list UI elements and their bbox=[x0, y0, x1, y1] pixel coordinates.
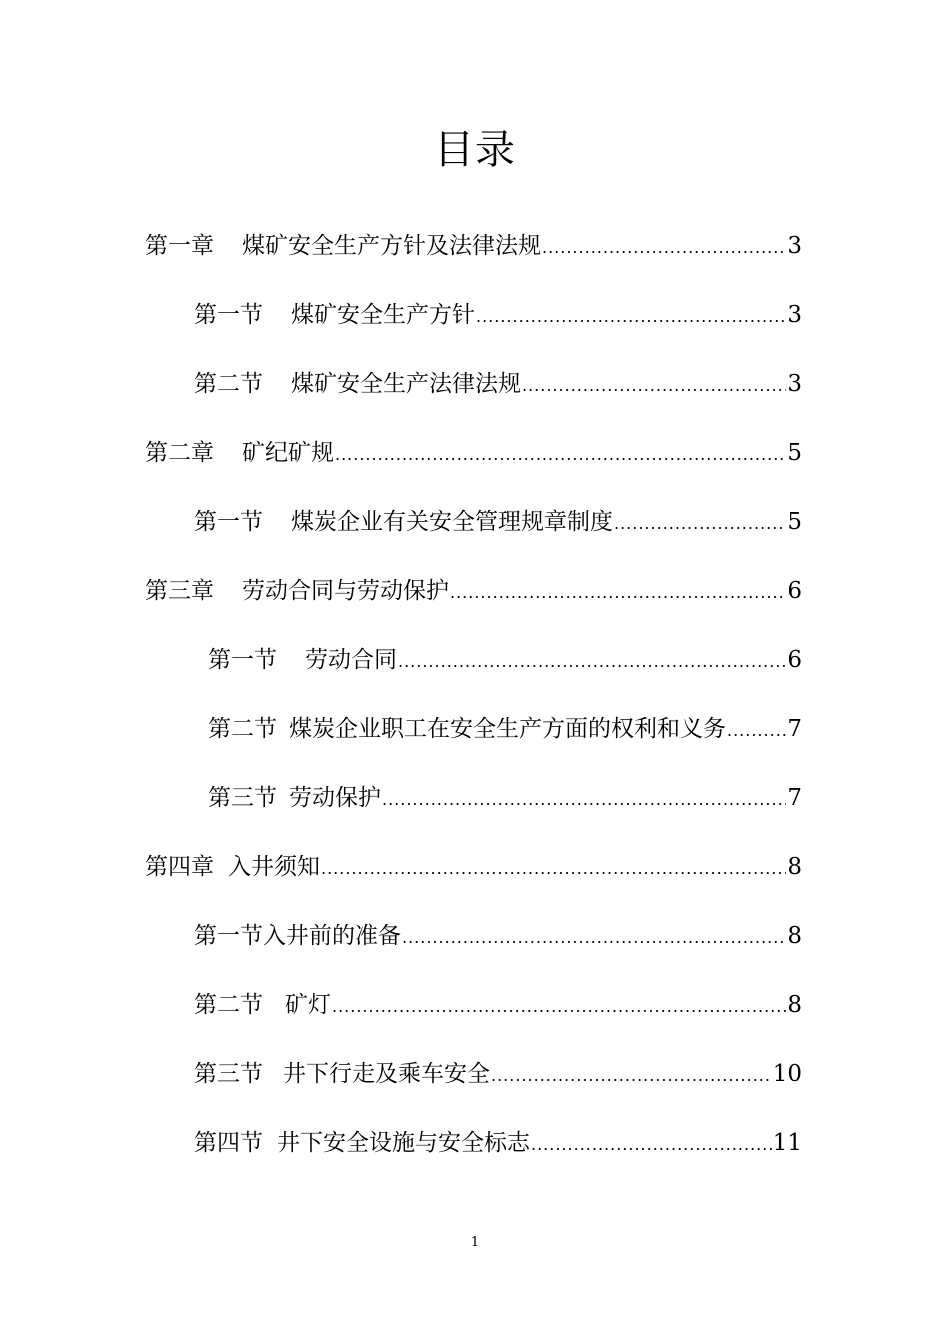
toc-entry-section-3-1[interactable] bbox=[208, 643, 802, 677]
entry-title: 矿灯 bbox=[285, 992, 331, 1018]
entry-number: 第四节 bbox=[194, 1130, 263, 1156]
entry-title: 劳动合同 bbox=[305, 647, 397, 673]
entry-number: 第二节 bbox=[194, 371, 263, 397]
entry-title: 入井须知 bbox=[228, 854, 320, 880]
entry-number: 第二章 bbox=[145, 440, 214, 466]
dot-leader bbox=[727, 714, 786, 748]
entry-page: 8 bbox=[787, 854, 802, 880]
entry-page: 8 bbox=[787, 923, 802, 949]
entry-number: 第一节 bbox=[194, 923, 263, 949]
entry-page: 6 bbox=[787, 578, 802, 604]
dot-leader bbox=[542, 231, 786, 265]
toc-entry-section-1-1[interactable] bbox=[194, 298, 802, 332]
entry-number: 第三章 bbox=[145, 578, 214, 604]
entry-number: 第三节 bbox=[194, 1061, 263, 1087]
entry-number: 第三节 bbox=[208, 785, 277, 811]
entry-page: 11 bbox=[772, 1130, 802, 1156]
entry-number: 第一节 bbox=[194, 509, 263, 535]
toc-entry-section-4-2[interactable] bbox=[194, 988, 802, 1022]
entry-number: 第二节 bbox=[194, 992, 263, 1018]
toc-entry-chapter-3[interactable] bbox=[145, 574, 802, 608]
entry-title: 井下安全设施与安全标志 bbox=[277, 1130, 530, 1156]
dot-leader bbox=[476, 300, 786, 334]
entry-page: 3 bbox=[787, 371, 802, 397]
entry-page: 5 bbox=[787, 440, 802, 466]
entry-number: 第二节 bbox=[208, 716, 277, 742]
entry-page: 10 bbox=[772, 1061, 802, 1087]
toc-title: 目录 bbox=[434, 127, 516, 173]
entry-page: 3 bbox=[787, 302, 802, 328]
dot-leader bbox=[335, 438, 786, 472]
dot-leader bbox=[332, 990, 786, 1024]
entry-page: 8 bbox=[787, 992, 802, 1018]
toc-entry-chapter-4[interactable] bbox=[145, 850, 802, 884]
entry-number: 第一节 bbox=[208, 647, 277, 673]
dot-leader bbox=[321, 852, 786, 886]
toc-entry-section-4-3[interactable] bbox=[194, 1057, 802, 1091]
toc-entry-section-1-2[interactable] bbox=[194, 367, 802, 401]
toc-entry-section-4-4[interactable] bbox=[194, 1126, 802, 1160]
entry-title: 劳动合同与劳动保护 bbox=[242, 578, 449, 604]
entry-title: 煤矿安全生产法律法规 bbox=[291, 371, 521, 397]
entry-page: 7 bbox=[787, 716, 802, 742]
toc-entry-section-3-2[interactable] bbox=[208, 712, 802, 746]
dot-leader bbox=[398, 645, 786, 679]
entry-title: 煤炭企业有关安全管理规章制度 bbox=[291, 509, 613, 535]
entry-title: 劳动保护 bbox=[289, 785, 381, 811]
entry-number: 第一章 bbox=[145, 233, 214, 259]
dot-leader bbox=[382, 783, 786, 817]
entry-title: 井下行走及乘车安全 bbox=[283, 1061, 490, 1087]
dot-leader bbox=[450, 576, 786, 610]
entry-page: 6 bbox=[787, 647, 802, 673]
entry-number: 第四章 bbox=[145, 854, 214, 880]
dot-leader bbox=[402, 921, 786, 955]
entry-number: 第一节 bbox=[194, 302, 263, 328]
entry-title: 煤炭企业职工在安全生产方面的权利和义务 bbox=[289, 716, 726, 742]
dot-leader bbox=[491, 1059, 772, 1093]
entry-page: 3 bbox=[787, 233, 802, 259]
entry-page: 7 bbox=[787, 785, 802, 811]
toc-entry-chapter-1[interactable] bbox=[145, 229, 802, 263]
entry-title: 入井前的准备 bbox=[263, 923, 401, 949]
toc-entry-chapter-2[interactable] bbox=[145, 436, 802, 470]
dot-leader bbox=[522, 369, 786, 403]
entry-title: 矿纪矿规 bbox=[242, 440, 334, 466]
entry-title: 煤矿安全生产方针 bbox=[291, 302, 475, 328]
entry-page: 5 bbox=[787, 509, 802, 535]
dot-leader bbox=[531, 1128, 772, 1162]
toc-entry-section-2-1[interactable] bbox=[194, 505, 802, 539]
dot-leader bbox=[614, 507, 786, 541]
entry-title: 煤矿安全生产方针及法律法规 bbox=[242, 233, 541, 259]
toc-entry-section-4-1[interactable] bbox=[194, 919, 802, 953]
toc-entry-section-3-3[interactable] bbox=[208, 781, 802, 815]
page-number: 1 bbox=[470, 1235, 480, 1250]
